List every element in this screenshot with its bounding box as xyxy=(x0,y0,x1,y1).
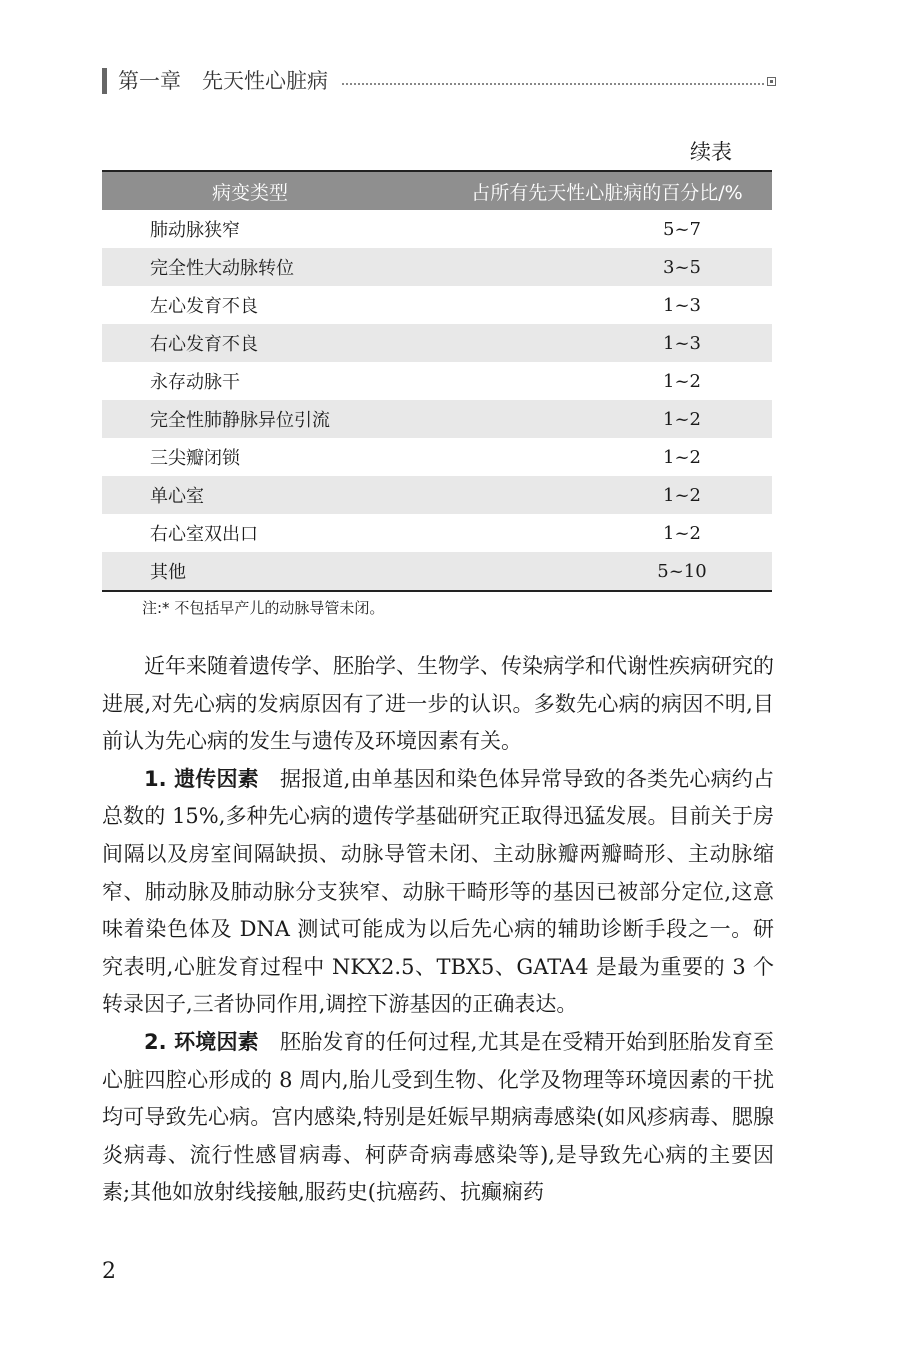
page-number: 2 xyxy=(102,1259,116,1284)
paragraph-text: 据报道,由单基因和染色体异常导致的各类先心病约占总数的 15%,多种先心病的遗传学基础研究正取得迅猛发展。目前关于房间隔以及房室间隔缺损、动脉导管未闭、主动脉瓣两瓣畸形、主动脉缩窄、肺动脉及肺动脉分支狭窄、动脉干畸形等的基因已被部分定位,这意味着染色体及 DNA 测试可能成为以后先心病的辅助诊断手段之一。研究表明,心脏发育过程中 NKX2.5、TBX5、GATA4 是最为重要的 3 个转录因子,三者协同作用,调控下游基因的正确表达。 xyxy=(102,766,774,1017)
paragraph-intro xyxy=(102,648,774,761)
percentage-cell: 1~3 xyxy=(663,294,701,316)
defect-percentage-table xyxy=(102,170,772,592)
table-row xyxy=(102,362,772,400)
table-row xyxy=(102,438,772,476)
running-header xyxy=(100,66,776,100)
paragraph-environmental-factors xyxy=(102,1024,774,1212)
defect-type-cell: 永存动脉干 xyxy=(150,372,240,393)
paragraph-genetic-factors xyxy=(102,761,774,1024)
percentage-cell: 1~2 xyxy=(442,476,772,514)
table-continued-label: 续表 xyxy=(690,140,732,164)
defect-type-cell: 右心发育不良 xyxy=(102,324,442,362)
defect-type-cell: 右心室双出口 xyxy=(150,524,258,545)
percentage-cell: 1~2 xyxy=(663,370,701,392)
table-row xyxy=(102,248,772,286)
defect-type-cell: 左心发育不良 xyxy=(150,296,258,317)
chapter-title: 第一章 先天性心脏病 xyxy=(118,69,328,93)
defect-type-cell: 三尖瓣闭锁 xyxy=(150,448,240,469)
table-row xyxy=(102,476,772,514)
defect-type-cell: 完全性肺静脉异位引流 xyxy=(102,400,442,438)
percentage-cell: 3~5 xyxy=(442,248,772,286)
percentage-cell: 1~2 xyxy=(663,522,701,544)
table-row xyxy=(102,324,772,362)
paragraph-text: 胚胎发育的任何过程,尤其是在受精开始到胚胎发育至心脏四腔心形成的 8 周内,胎儿受到生物、化学及物理等环境因素的干扰均可导致先心病。宫内感染,特别是妊娠早期病毒感染(如风疹病毒、腮腺炎病毒、流行性感冒病毒、柯萨奇病毒感染等),是导致先心病的主要因素;其他如放射线接触,服药史(抗癌药、抗癫痫药 xyxy=(102,1029,774,1205)
column-header-defect-type: 病变类型 xyxy=(102,171,442,210)
table-row xyxy=(102,400,772,438)
percentage-cell: 5~10 xyxy=(442,552,772,591)
column-header-percentage: 占所有先天性心脏病的百分比/% xyxy=(442,171,772,210)
defect-type-cell: 肺动脉狭窄 xyxy=(150,220,240,241)
table-header-row xyxy=(102,171,772,210)
percentage-cell: 1~2 xyxy=(442,400,772,438)
percentage-cell: 1~2 xyxy=(663,446,701,468)
section-heading-environmental: 2. 环境因素 xyxy=(144,1029,259,1054)
body-text xyxy=(102,648,774,1212)
table-row xyxy=(102,514,772,552)
table-row xyxy=(102,552,772,591)
defect-type-cell: 其他 xyxy=(102,552,442,591)
defect-type-cell: 完全性大动脉转位 xyxy=(102,248,442,286)
header-end-mark-icon xyxy=(767,77,776,86)
table-row xyxy=(102,210,772,248)
paragraph-text: 近年来随着遗传学、胚胎学、生物学、传染病学和代谢性疾病研究的进展,对先心病的发病原因有了进一步的认识。多数先心病的病因不明,目前认为先心病的发生与遗传及环境因素有关。 xyxy=(102,654,774,754)
table-row xyxy=(102,286,772,324)
defect-type-cell: 单心室 xyxy=(102,476,442,514)
percentage-cell: 1~3 xyxy=(442,324,772,362)
header-bar xyxy=(102,68,107,94)
table-note: 注:* 不包括早产儿的动脉导管未闭。 xyxy=(142,599,385,617)
header-dotted-rule xyxy=(342,83,764,85)
section-heading-genetic: 1. 遗传因素 xyxy=(144,766,259,791)
percentage-cell: 5~7 xyxy=(663,218,701,240)
